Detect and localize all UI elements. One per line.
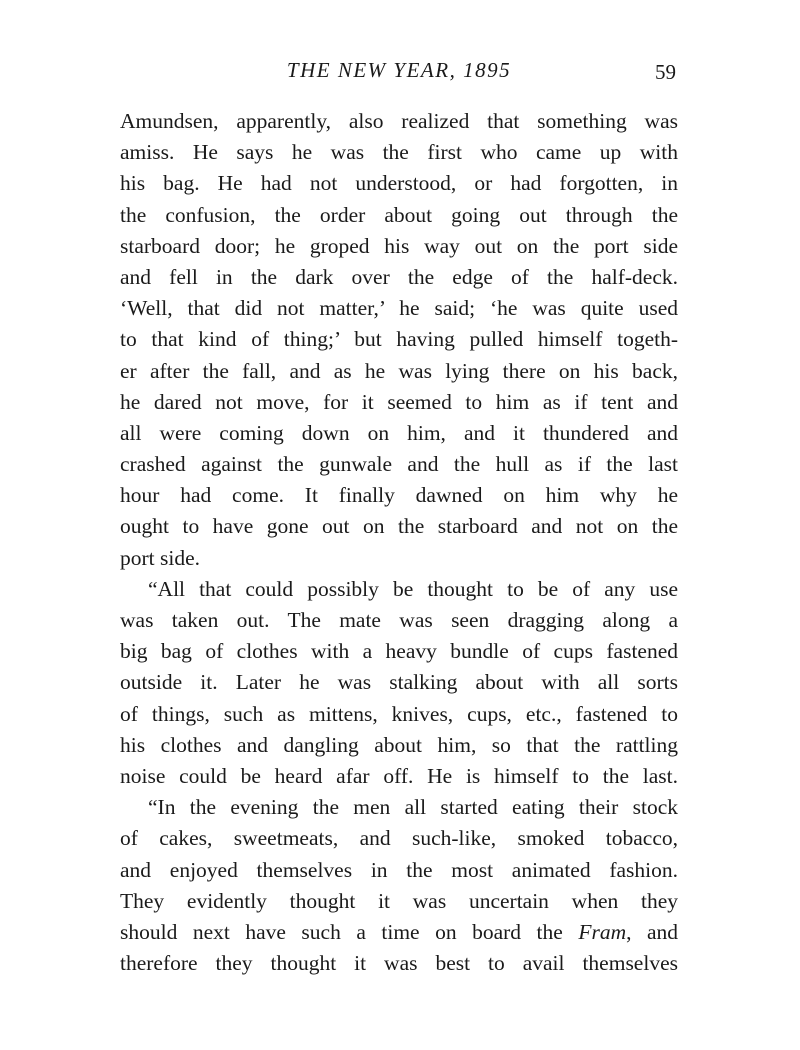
- text-line: and enjoyed themselves in the most animated fashion.: [120, 857, 678, 882]
- text-line: starboard door; he groped his way out on the port side: [120, 233, 678, 258]
- text-line: all were coming down on him, and it thundered and: [120, 420, 678, 445]
- text-line: Amundsen, apparently, also realized that something was: [120, 109, 678, 133]
- text-line: and fell in the dark over the edge of the half-deck.: [120, 264, 678, 289]
- text-line: of things, such as mittens, knives, cups, etc., fastened to: [120, 701, 678, 726]
- text-line: They evidently thought it was uncertain when they: [120, 888, 678, 913]
- text-line: was taken out. The mate was seen dragging along a: [120, 608, 678, 632]
- text-line: he dared not move, for it seemed to him as if tent and: [120, 389, 678, 414]
- text-line: port side.: [120, 545, 201, 570]
- text-line: er after the fall, and as he was lying there on his back,: [120, 358, 678, 383]
- text-line: the confusion, the order about going out through the: [120, 202, 678, 227]
- text-line: outside it. Later he was stalking about with all sorts: [120, 670, 678, 695]
- text-line: his clothes and dangling about him, so that the rattling: [120, 732, 678, 757]
- text-line: hour had come. It finally dawned on him why he: [120, 483, 678, 508]
- text-line: crashed against the gunwale and the hull as if the last: [120, 452, 678, 477]
- page-header: [120, 58, 678, 92]
- text-line: big bag of clothes with a heavy bundle of cups fastened: [120, 639, 678, 664]
- text-line: therefore they thought it was best to avail themselves: [120, 951, 678, 976]
- running-title: THE NEW YEAR, 1895: [286, 58, 512, 82]
- line-text: , and: [626, 919, 679, 944]
- text-line: “In the evening the men all started eating their stock: [148, 795, 678, 820]
- text-line: of cakes, sweetmeats, and such-like, smoked tobacco,: [120, 826, 678, 851]
- text-line: his bag. He had not understood, or had forgotten, in: [120, 171, 678, 196]
- line-text: should next have such a time on board the: [120, 919, 563, 944]
- text-line: amiss. He says he was the first who came up with: [120, 140, 678, 165]
- text-line: “All that could possibly be thought to be of any use: [148, 576, 678, 601]
- body-text: [120, 106, 678, 979]
- text-line: to that kind of thing;’ but having pulled himself togeth-: [120, 327, 678, 352]
- ship-name: Fram: [578, 919, 627, 944]
- text-line: ‘Well, that did not matter,’ he said; ‘he was quite used: [120, 296, 678, 321]
- text-line: [120, 917, 678, 948]
- page-number: 59: [655, 60, 676, 84]
- text-line: ought to have gone out on the starboard and not on the: [120, 514, 678, 539]
- text-line: noise could be heard afar off. He is himself to the last.: [120, 763, 678, 788]
